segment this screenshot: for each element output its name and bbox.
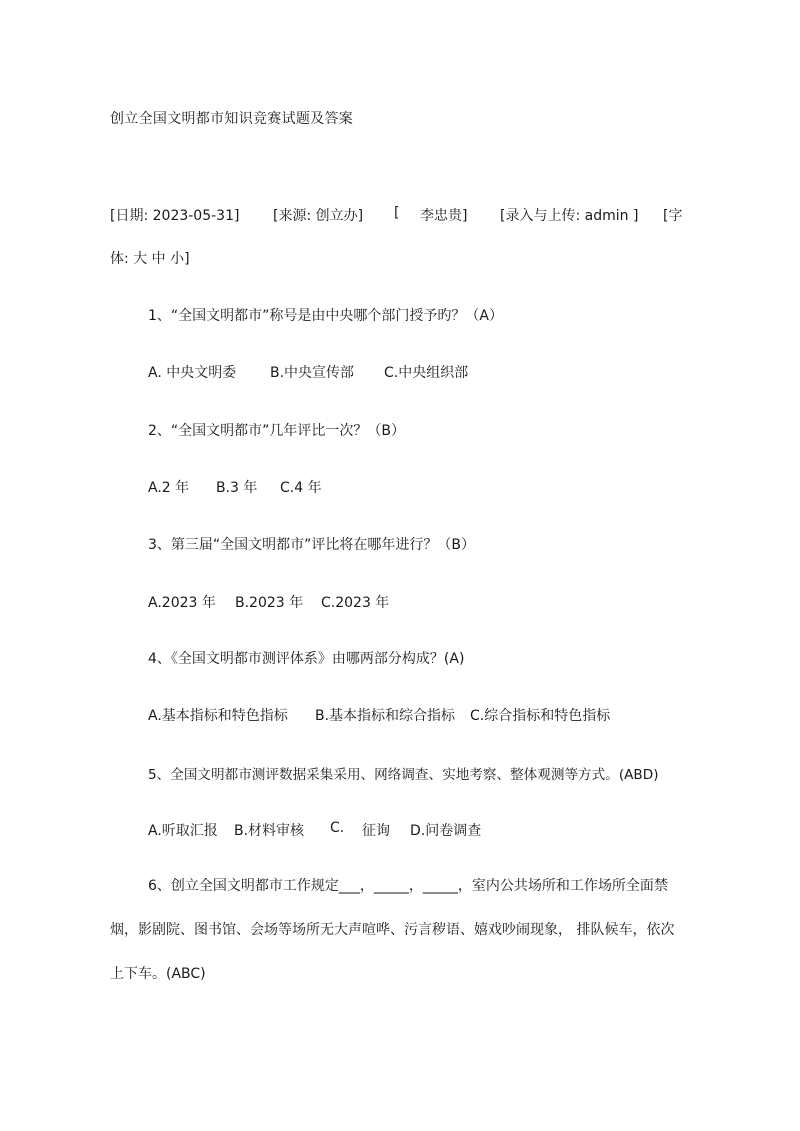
meta-date: [日期: 2023-05-31] <box>110 208 240 224</box>
question-5: 5、全国文明都市测评数据采集采用、网络调查、实地考察、整体观测等方式。(ABD) <box>148 767 659 783</box>
q1-option-b: B.中央宣传部 <box>270 365 355 381</box>
q2-option-a: A.2 年 <box>148 480 190 496</box>
q5-option-d: D.问卷调查 <box>410 823 482 839</box>
meta-uploader: [录入与上传: admin ] <box>500 208 639 224</box>
question-6: 6、创立全国文明都市工作规定___，_____，_____，室内公共场所和工作场所全面禁烟，影剧院、图书馆、会场等场所无大声喧哗、污言秽语、嬉戏吵闹现象， 排队候车，依次上下车。(ABC) <box>110 878 675 982</box>
q5-option-c-label: C. <box>330 820 345 836</box>
question-1: 1、“全国文明都市”称号是由中央哪个部门授予旳？（A） <box>148 308 503 324</box>
page-title: 创立全国文明都市知识竞赛试题及答案 <box>110 111 354 127</box>
q5-option-c-text: 征询 <box>362 823 390 839</box>
q2-option-b: B.3 年 <box>216 480 258 496</box>
q3-option-b: B.2023 年 <box>235 595 304 611</box>
question-4: 4、《全国文明都市测评体系》由哪两部分构成？(A) <box>148 651 465 667</box>
q5-option-b: B.材料审核 <box>234 823 305 839</box>
meta-font-size-rest: 体: 大 中 小] <box>110 251 190 267</box>
meta-source: [来源: 创立办] <box>273 208 364 224</box>
q1-option-c: C.中央组织部 <box>384 365 469 381</box>
q1-option-a: A. 中央文明委 <box>148 365 237 381</box>
q5-option-a: A.听取汇报 <box>148 823 218 839</box>
meta-author-bracket: [ <box>394 205 400 221</box>
q3-option-a: A.2023 年 <box>148 595 216 611</box>
q4-option-a: A.基本指标和特色指标 <box>148 708 288 724</box>
meta-font-size-open: [字 <box>663 208 683 224</box>
q4-option-c: C.综合指标和特色指标 <box>470 708 611 724</box>
question-2: 2、“全国文明都市”几年评比一次？（B） <box>148 423 406 439</box>
meta-author: 李忠贵] <box>420 208 468 224</box>
question-3: 3、第三届“全国文明都市”评比将在哪年进行？（B） <box>148 537 476 553</box>
q3-option-c: C.2023 年 <box>321 595 390 611</box>
q2-option-c: C.4 年 <box>280 480 322 496</box>
q4-option-b: B.基本指标和综合指标 <box>315 708 456 724</box>
